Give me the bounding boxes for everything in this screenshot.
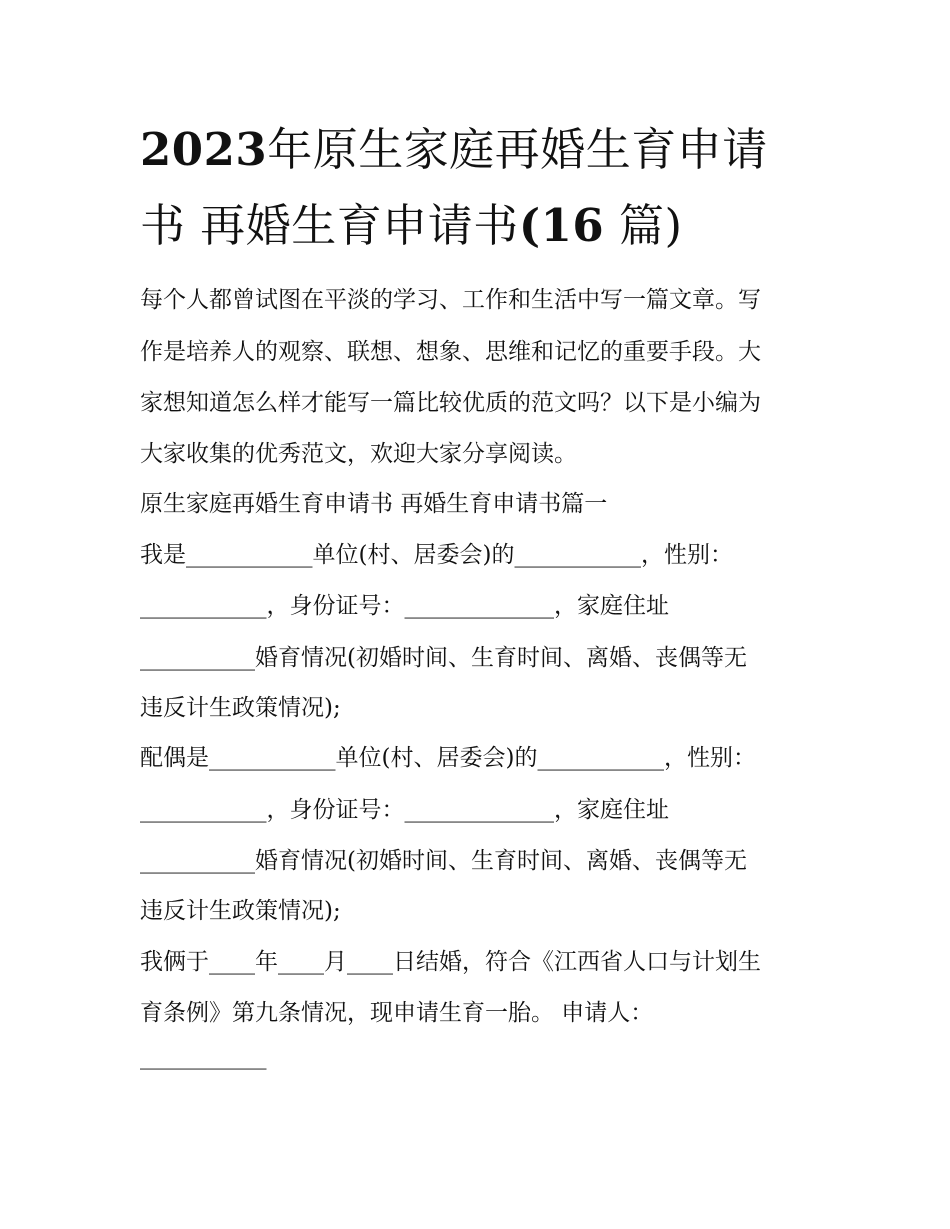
spouse-line-4: 违反计生政策情况); [140, 898, 341, 924]
spouse-line-2: ___________，身份证号：_____________，家庭住址 [140, 797, 669, 823]
intro-line-3: 家想知道怎么样才能写一篇比较优质的范文吗？以下是小编为 [140, 390, 761, 416]
title-line1-text: 年原生家庭再婚生育申请 [267, 123, 768, 176]
section-heading: 原生家庭再婚生育申请书 再婚生育申请书篇一 [140, 491, 608, 517]
spouse-line-3: __________婚育情况(初婚时间、生育时间、离婚、丧偶等无 [140, 848, 747, 874]
title-line2-text: 书 再婚生育申请书 [140, 199, 519, 252]
applicant-line-4: 违反计生政策情况); [140, 695, 341, 721]
marriage-line-2: 育条例》第九条情况，现申请生育一胎。 申请人： [140, 1000, 654, 1026]
spouse-line-1: 配偶是___________单位(村、居委会)的___________，性别： [140, 745, 756, 771]
marriage-line-1: 我俩于____年____月____日结婚，符合《江西省人口与计划生 [140, 949, 761, 975]
applicant-line-1: 我是___________单位(村、居委会)的___________，性别： [140, 542, 733, 568]
intro-line-2: 作是培养人的观察、联想、想象、思维和记忆的重要手段。大 [140, 339, 761, 365]
title-year: 2023 [140, 123, 268, 176]
intro-line-1: 每个人都曾试图在平淡的学习、工作和生活中写一篇文章。写 [140, 287, 761, 313]
document-title [140, 112, 820, 264]
applicant-line-2: ___________，身份证号：_____________，家庭住址 [140, 593, 669, 619]
intro-line-4: 大家收集的优秀范文，欢迎大家分享阅读。 [140, 441, 577, 467]
applicant-line-3: __________婚育情况(初婚时间、生育时间、离婚、丧偶等无 [140, 645, 747, 671]
signature-blank: ___________ [140, 1044, 267, 1070]
title-line2-suffix: 篇) [604, 199, 683, 252]
title-count: (16 [518, 199, 605, 252]
